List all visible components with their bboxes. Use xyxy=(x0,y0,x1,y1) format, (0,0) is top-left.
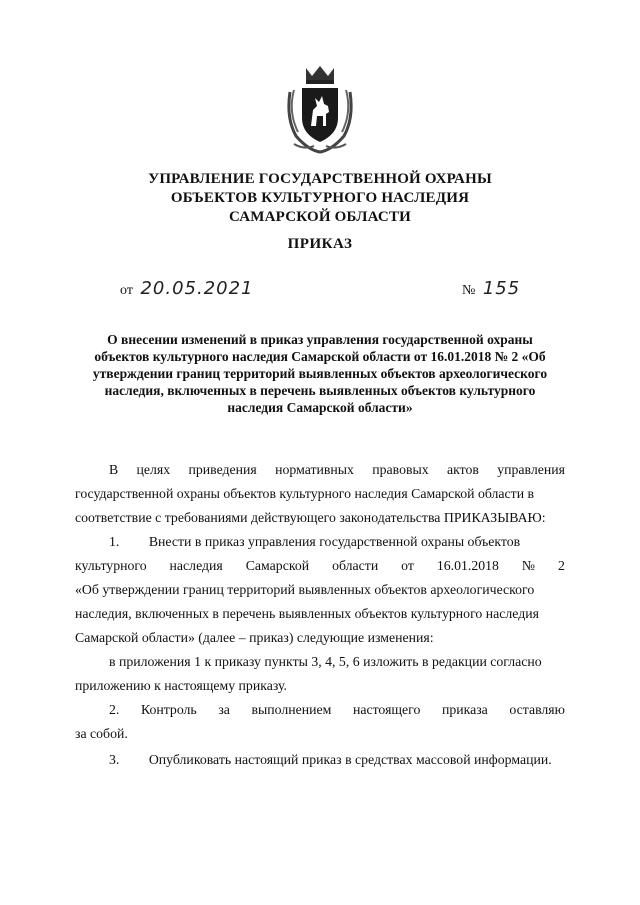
item-2-line: 2. Контроль за выполнением настоящего приказа оставляю xyxy=(109,702,565,717)
order-subject xyxy=(70,331,570,416)
body-line: приложению к настоящему приказу. xyxy=(75,678,287,693)
number-prefix: № xyxy=(462,283,476,298)
body-line: «Об утверждении границ территорий выявленных объектов археологического xyxy=(75,582,535,597)
order-date xyxy=(120,278,254,299)
body-line: государственной охраны объектов культурного наследия Самарской области в xyxy=(75,486,535,501)
body-line-justified: В целях приведения нормативных правовых актов управления xyxy=(109,462,565,477)
body-line: за собой. xyxy=(75,726,128,741)
item-1-line: 1. Внести в приказ управления государственной охраны объектов xyxy=(109,534,521,549)
body-line: соответствие с требованиями действующего законодательства ПРИКАЗЫВАЮ: xyxy=(75,510,546,525)
org-line: ОБЪЕКТОВ КУЛЬТУРНОГО НАСЛЕДИЯ xyxy=(170,190,470,206)
org-line: УПРАВЛЕНИЕ ГОСУДАРСТВЕННОЙ ОХРАНЫ xyxy=(148,171,492,187)
body-line: Самарской области» (далее – приказ) следующие изменения: xyxy=(75,630,434,645)
handwritten-date: 20.05.2021 xyxy=(140,278,254,299)
body-line-justified: культурного наследия Самарской области от 16.01.2018 № 2 xyxy=(75,558,565,573)
subject-line: наследия Самарской области» xyxy=(227,400,413,415)
order-number xyxy=(462,278,520,299)
subject-line: утверждении границ территорий выявленных объектов археологического xyxy=(92,366,548,381)
organization-name xyxy=(0,170,640,227)
date-prefix: от xyxy=(120,283,133,298)
subject-line: О внесении изменений в приказ управления государственной охраны xyxy=(107,332,533,347)
subject-line: наследия, включенных в перечень выявленных объектов культурного xyxy=(104,383,536,398)
document-type: ПРИКАЗ xyxy=(287,236,353,252)
body-line: наследия, включенных в перечень выявленных объектов культурного наследия xyxy=(75,606,539,621)
body-line: в приложения 1 к приказу пункты 3, 4, 5, 6 изложить в редакции согласно xyxy=(109,654,542,669)
handwritten-number: 155 xyxy=(482,278,521,299)
org-line: САМАРСКОЙ ОБЛАСТИ xyxy=(228,209,412,225)
samara-coat-of-arms-emblem xyxy=(284,62,356,154)
item-3-line: 3. Опубликовать настоящий приказ в средствах массовой информации. xyxy=(109,752,552,767)
subject-line: объектов культурного наследия Самарской области от 16.01.2018 № 2 «Об xyxy=(94,349,546,364)
